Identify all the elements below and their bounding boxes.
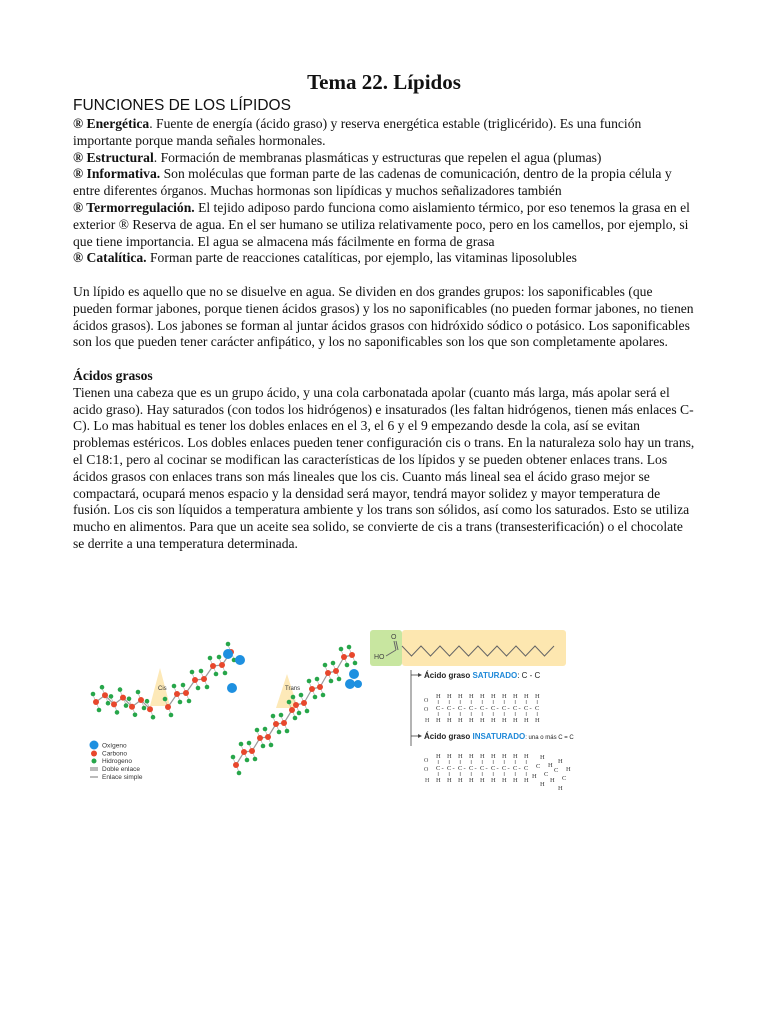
hydrogen-atom	[277, 730, 282, 735]
bond-symbol: -	[507, 705, 510, 712]
hydrogen-legend-dot	[92, 759, 97, 764]
carbon-atom	[325, 670, 331, 676]
hydrogen-atom	[163, 697, 168, 702]
bond-symbol: -	[507, 765, 510, 772]
carbon-atom	[301, 700, 307, 706]
carbon-symbol: C	[554, 767, 559, 774]
legend-single-bond: Enlace simple	[102, 774, 143, 781]
hydrogen-atom	[115, 710, 120, 715]
hydrogen-symbol: H	[447, 777, 452, 784]
hydrogen-atom	[142, 706, 147, 711]
trans-molecule-model	[231, 645, 362, 776]
hydrogen-atom	[271, 714, 276, 719]
saturated-formula	[424, 693, 540, 724]
legend-carbon: Carbono	[102, 750, 127, 758]
carbon-symbol: C	[458, 705, 463, 712]
carbon-atom	[93, 699, 99, 705]
hydrogen-symbol: H	[436, 693, 441, 700]
hydrogen-atom	[239, 742, 244, 747]
carbonyl-oxygen-label: O	[391, 634, 397, 641]
hydrogen-atom	[205, 685, 210, 690]
hydrogen-symbol: H	[513, 693, 518, 700]
page-title: Tema 22. Lípidos	[307, 70, 461, 94]
oxygen-symbol: O	[424, 767, 429, 773]
bond-symbol: -	[441, 705, 444, 712]
hydrogen-atom	[263, 727, 268, 732]
hydrogen-atom	[291, 695, 296, 700]
carbon-atom	[102, 692, 108, 698]
hydrogen-atom	[145, 699, 150, 704]
bond-symbol: -	[452, 765, 455, 772]
function-text: Son moléculas que forman parte de las cadenas de comunicación, dentro de la propia célula y entre diferentes órganos. Muchas hormonas son lipídicas y muchos señalizadores también	[73, 166, 672, 199]
saturated-heading	[424, 671, 541, 680]
hydrogen-atom	[331, 661, 336, 666]
carbon-symbol: C	[491, 705, 496, 712]
carbon-legend-dot	[91, 751, 97, 757]
trans-label: Trans	[285, 686, 301, 692]
fatty-acids-heading	[73, 368, 695, 385]
bond-symbol: -	[518, 765, 521, 772]
function-term: ® Informativa.	[73, 166, 161, 182]
hydrogen-symbol: H	[458, 777, 463, 784]
carbon-symbol: C	[480, 765, 485, 772]
hydrogen-atom	[199, 669, 204, 674]
function-text: . Fuente de energía (ácido graso) y reserva energética estable (triglicérido). Es una función importante porque manda señales hormonales.	[73, 116, 642, 148]
hydrogen-atom	[321, 693, 326, 698]
cis-molecule-model	[91, 642, 245, 720]
function-text: Forman parte de reacciones catalíticas, por ejemplo, las vitaminas liposolubles	[146, 250, 577, 266]
carbon-atom	[257, 735, 263, 741]
hydrogen-symbol: H	[469, 693, 474, 700]
hydrogen-symbol: H	[502, 693, 507, 700]
intro-paragraph: Un lípido es aquello que no se disuelve en agua. Se dividen en dos grandes grupos: los saponificables (que pueden formar jabones, porque tienen ácidos grasos) y los no saponificables (no pueden formar jabones, no tienen ácidos grasos). Los jabones se forman al juntar ácidos grasos con hidróxido sódico o potásico. Los saponificables son los que pueden tener carácter anfipático, y los no saponificables son los que son completamente apolares.	[73, 283, 694, 350]
carbon-atom	[174, 691, 180, 697]
hydrogen-atom	[231, 755, 236, 760]
hydrogen-symbol: H	[524, 777, 529, 784]
carbon-symbol: C	[436, 765, 441, 772]
hydrogen-symbol: H	[513, 753, 518, 760]
carbon-symbol: C	[469, 705, 474, 712]
carbon-atom	[289, 707, 295, 713]
carbon-tail-highlight	[402, 630, 566, 666]
legend-hydrogen: Hidrogeno	[102, 758, 132, 765]
oxygen-symbol: O	[424, 698, 429, 704]
carbon-symbol: C	[562, 775, 567, 782]
hydrogen-symbol: H	[502, 753, 507, 760]
hydrogen-symbol: H	[513, 717, 518, 724]
carbon-atom	[210, 663, 216, 669]
bond-symbol: -	[529, 705, 532, 712]
function-term: ® Energética	[73, 116, 150, 131]
legend-oxygen: Oxígeno	[102, 742, 127, 750]
hydrogen-atom	[217, 655, 222, 660]
oxygen-atom	[235, 655, 245, 665]
hydrogen-symbol: H	[550, 777, 555, 784]
function-text: . Formación de membranas plasmáticas y estructuras que repelen el agua (plumas)	[153, 149, 602, 165]
bond-symbol: -	[485, 705, 488, 712]
bond-symbol: -	[474, 705, 477, 712]
hydrogen-atom	[178, 700, 183, 705]
unsaturated-heading	[424, 732, 574, 741]
figure-legend	[90, 741, 143, 782]
carbon-symbol: C	[536, 763, 541, 770]
hydrogen-symbol: H	[502, 777, 507, 784]
hydrogen-atom	[255, 728, 260, 733]
hydrogen-atom	[307, 679, 312, 684]
cis-label: Cis	[158, 686, 167, 692]
carbon-symbol: C	[524, 705, 529, 712]
carbon-atom	[111, 701, 117, 707]
carbon-atom	[138, 697, 144, 703]
unsaturated-note: : una o más C = C	[525, 735, 574, 741]
oxygen-atom	[227, 683, 237, 693]
carbon-symbol: C	[513, 765, 518, 772]
carbon-symbol: C	[469, 765, 474, 772]
hydrogen-atom	[187, 699, 192, 704]
hydrogen-atom	[223, 671, 228, 676]
function-informativa	[73, 166, 695, 200]
hydrogen-symbol: H	[540, 754, 545, 761]
hydrogen-atom	[253, 757, 258, 762]
hydrogen-symbol: H	[491, 777, 496, 784]
bond-symbol: -	[474, 765, 477, 772]
hydrogen-atom	[208, 656, 213, 661]
hydrogen-symbol: H	[458, 717, 463, 724]
carbon-atom	[120, 695, 126, 701]
hydrogen-atom	[91, 692, 96, 697]
hydrogen-atom	[261, 744, 266, 749]
hydrogen-atom	[100, 685, 105, 690]
bond-symbol: -	[463, 705, 466, 712]
fatty-acid-illustration	[88, 628, 608, 794]
hydrogen-symbol: H	[458, 693, 463, 700]
carbon-atom	[233, 762, 239, 768]
unsaturated-heading-text: Ácido graso	[424, 732, 471, 741]
carbon-atom	[317, 684, 323, 690]
hydrogen-symbol: H	[491, 693, 496, 700]
oxygen-symbol: O	[424, 758, 429, 764]
hydrogen-atom	[337, 677, 342, 682]
hydrogen-atom	[305, 709, 310, 714]
hydrogen-symbol: H	[425, 778, 430, 784]
oxygen-atom	[223, 649, 233, 659]
hydrogen-symbol: H	[524, 717, 529, 724]
hydrogen-atom	[118, 687, 123, 692]
hydrogen-symbol: H	[458, 753, 463, 760]
carbon-symbol: C	[544, 771, 549, 778]
hydrogen-symbol: H	[447, 753, 452, 760]
hydrogen-atom	[297, 711, 302, 716]
bond-symbol: -	[463, 765, 466, 772]
hydrogen-atom	[169, 713, 174, 718]
hydrogen-symbol: H	[558, 758, 563, 765]
carbon-atom	[147, 706, 153, 712]
hydrogen-atom	[269, 743, 274, 748]
hydrogen-atom	[293, 716, 298, 721]
function-term: ® Catalítica.	[73, 250, 147, 266]
carbon-symbol: C	[436, 705, 441, 712]
hydrogen-symbol: H	[480, 753, 485, 760]
function-catalitica	[73, 250, 695, 267]
document-page	[73, 68, 695, 553]
carbon-symbol: C	[524, 765, 529, 772]
function-energetica	[73, 116, 695, 150]
section-heading: FUNCIONES DE LOS LÍPIDOS	[73, 97, 291, 114]
hydrogen-symbol: H	[436, 777, 441, 784]
function-termorregulacion	[73, 200, 695, 250]
oxygen-symbol: O	[424, 707, 429, 713]
hydrogen-symbol: H	[558, 785, 563, 792]
hydrogen-symbol: H	[532, 773, 537, 780]
carbon-atom	[129, 704, 135, 710]
carbon-atom	[192, 677, 198, 683]
fatty-acid-figure	[88, 628, 608, 794]
hydrogen-atom	[136, 690, 141, 695]
hydrogen-atom	[237, 771, 242, 776]
hydrogen-symbol: H	[535, 693, 540, 700]
bond-symbol: -	[441, 765, 444, 772]
hydrogen-symbol: H	[469, 777, 474, 784]
bond-symbol: -	[496, 705, 499, 712]
hydrogen-symbol: H	[436, 753, 441, 760]
carbon-symbol: C	[502, 765, 507, 772]
hydrogen-atom	[347, 645, 352, 650]
carbon-symbol: C	[447, 765, 452, 772]
hydrogen-atom	[315, 677, 320, 682]
carbon-atom	[249, 748, 255, 754]
hydrogen-symbol: H	[469, 717, 474, 724]
hydrogen-symbol: H	[548, 762, 553, 769]
hydrogen-symbol: H	[436, 717, 441, 724]
hydrogen-symbol: H	[425, 718, 430, 724]
fatty-acids-paragraph: Tienen una cabeza que es un grupo ácido, y una cola carbonatada apolar (cuanto más larga, más apolar será el acido graso). Hay saturados (con todos los hidrógenos) e insaturados (les faltan hidrógenos, tienen más enlaces C-C). Lo mas habitual es tener los dobles enlaces en el 3, el 6 y el 9 empezando desde la cola, así se evitan problemas estéricos. Los dobles enlaces pueden tener configuración cis o trans. En la naturaleza solo hay un trans, el C18:1, pero al cocinar se modifican las características de los lípidos y se pueden obtener enlaces trans. Los ácidos grasos con enlaces trans son más lineales que los cis. Cuanto más lineal sea el ácido graso mejor se compactará, ocupará menos espacio y la densidad será mayor, tendrá mayor solidez y mayor temperatura de fusión. Los cis son líquidos a temperatura ambiente y los trans son sólidos, así como los saturados. Esto se utiliza mucho en alimentos. Para que un aceite sea solido, se convierte de cis a trans (transesterificación) o el chocolate se derrite a una temperatura determinada.	[73, 384, 695, 551]
bond-symbol: -	[518, 705, 521, 712]
hydrogen-atom	[97, 708, 102, 713]
carbon-atom	[309, 686, 315, 692]
unsaturated-formula	[424, 753, 571, 792]
hydrogen-symbol: H	[502, 717, 507, 724]
fatty-acids-heading-text: Ácidos grasos	[73, 367, 153, 383]
hydrogen-atom	[124, 703, 129, 708]
carbon-symbol: C	[447, 705, 452, 712]
hydrogen-symbol: H	[535, 717, 540, 724]
carbon-atom	[219, 662, 225, 668]
hydrogen-symbol: H	[566, 766, 571, 773]
hydrogen-atom	[285, 729, 290, 734]
hydrogen-atom	[247, 741, 252, 746]
hydrogen-symbol: H	[480, 777, 485, 784]
saturated-note: : C - C	[517, 671, 541, 680]
hydrogen-atom	[196, 686, 201, 691]
hydrogen-symbol: H	[513, 777, 518, 784]
hydrogen-atom	[190, 670, 195, 675]
oxygen-atom	[349, 669, 359, 679]
hydrogen-symbol: H	[524, 753, 529, 760]
hydrogen-atom	[279, 713, 284, 718]
carbon-atom	[333, 668, 339, 674]
hydrogen-atom	[127, 697, 132, 702]
carbon-symbol: C	[513, 705, 518, 712]
function-text: El tejido adiposo pardo funciona como aislamiento térmico, por eso tenemos la grasa en el exterior ® Reserva de agua. En el ser humano se utiliza relativamente poco, pero en los camellos, por ejemplo, si que tiene importancia. El agua se almacena más fácilmente en forma de grasa	[73, 199, 690, 249]
hydrogen-atom	[106, 701, 111, 706]
hydrogen-symbol: H	[540, 781, 545, 788]
carbon-atom	[349, 652, 355, 658]
carbon-atom	[165, 704, 171, 710]
hydrogen-atom	[181, 683, 186, 688]
carbon-atom	[201, 676, 207, 682]
hydrogen-atom	[353, 661, 358, 666]
carbon-symbol: C	[480, 705, 485, 712]
carbon-symbol: C	[491, 765, 496, 772]
hydrogen-atom	[339, 647, 344, 652]
hydrogen-atom	[109, 694, 114, 699]
hydrogen-atom	[299, 693, 304, 698]
arrow-head	[418, 673, 422, 677]
hydrogen-atom	[172, 684, 177, 689]
hydrogen-symbol: H	[480, 717, 485, 724]
hydrogen-symbol: H	[469, 753, 474, 760]
hydrogen-atom	[345, 663, 350, 668]
carbon-atom	[293, 702, 299, 708]
saturated-heading-text: Ácido graso	[424, 671, 471, 680]
carbon-atom	[183, 690, 189, 696]
bond-symbol: -	[452, 705, 455, 712]
function-term: ® Estructural	[73, 149, 154, 165]
hydrogen-atom	[313, 695, 318, 700]
hydrogen-symbol: H	[447, 717, 452, 724]
function-estructural	[73, 150, 695, 167]
hydrogen-symbol: H	[480, 693, 485, 700]
structural-formula-panel	[370, 630, 574, 792]
hydrogen-atom	[329, 679, 334, 684]
hydrogen-atom	[151, 715, 156, 720]
carbon-atom	[281, 720, 287, 726]
hydrogen-atom	[133, 713, 138, 718]
bond-symbol: -	[485, 765, 488, 772]
oxygen-atom	[345, 679, 355, 689]
carbon-atom	[273, 721, 279, 727]
hydrogen-atom	[214, 672, 219, 677]
bond-symbol: -	[496, 765, 499, 772]
carbon-symbol: C	[535, 705, 540, 712]
carbon-atom	[265, 734, 271, 740]
hydrogen-atom	[287, 700, 292, 705]
hydroxyl-label: HO	[374, 654, 385, 661]
unsaturated-tag: INSATURADO	[472, 732, 526, 741]
arrow-head	[418, 734, 422, 738]
hydrogen-symbol: H	[524, 693, 529, 700]
saturated-tag: SATURADO	[472, 671, 518, 680]
carbon-atom	[341, 654, 347, 660]
hydrogen-symbol: H	[491, 753, 496, 760]
carbon-symbol: C	[502, 705, 507, 712]
hydrogen-symbol: H	[447, 693, 452, 700]
hydrogen-symbol: H	[491, 717, 496, 724]
hydrogen-atom	[245, 758, 250, 763]
hydrogen-atom	[323, 663, 328, 668]
carbon-symbol: C	[458, 765, 463, 772]
legend-double-bond: Doble enlace	[102, 766, 140, 773]
function-term: ® Termorregulación.	[73, 199, 195, 215]
carbon-atom	[241, 749, 247, 755]
hydrogen-atom	[226, 642, 231, 647]
oxygen-legend-dot	[90, 741, 99, 750]
oxygen-atom	[354, 680, 362, 688]
